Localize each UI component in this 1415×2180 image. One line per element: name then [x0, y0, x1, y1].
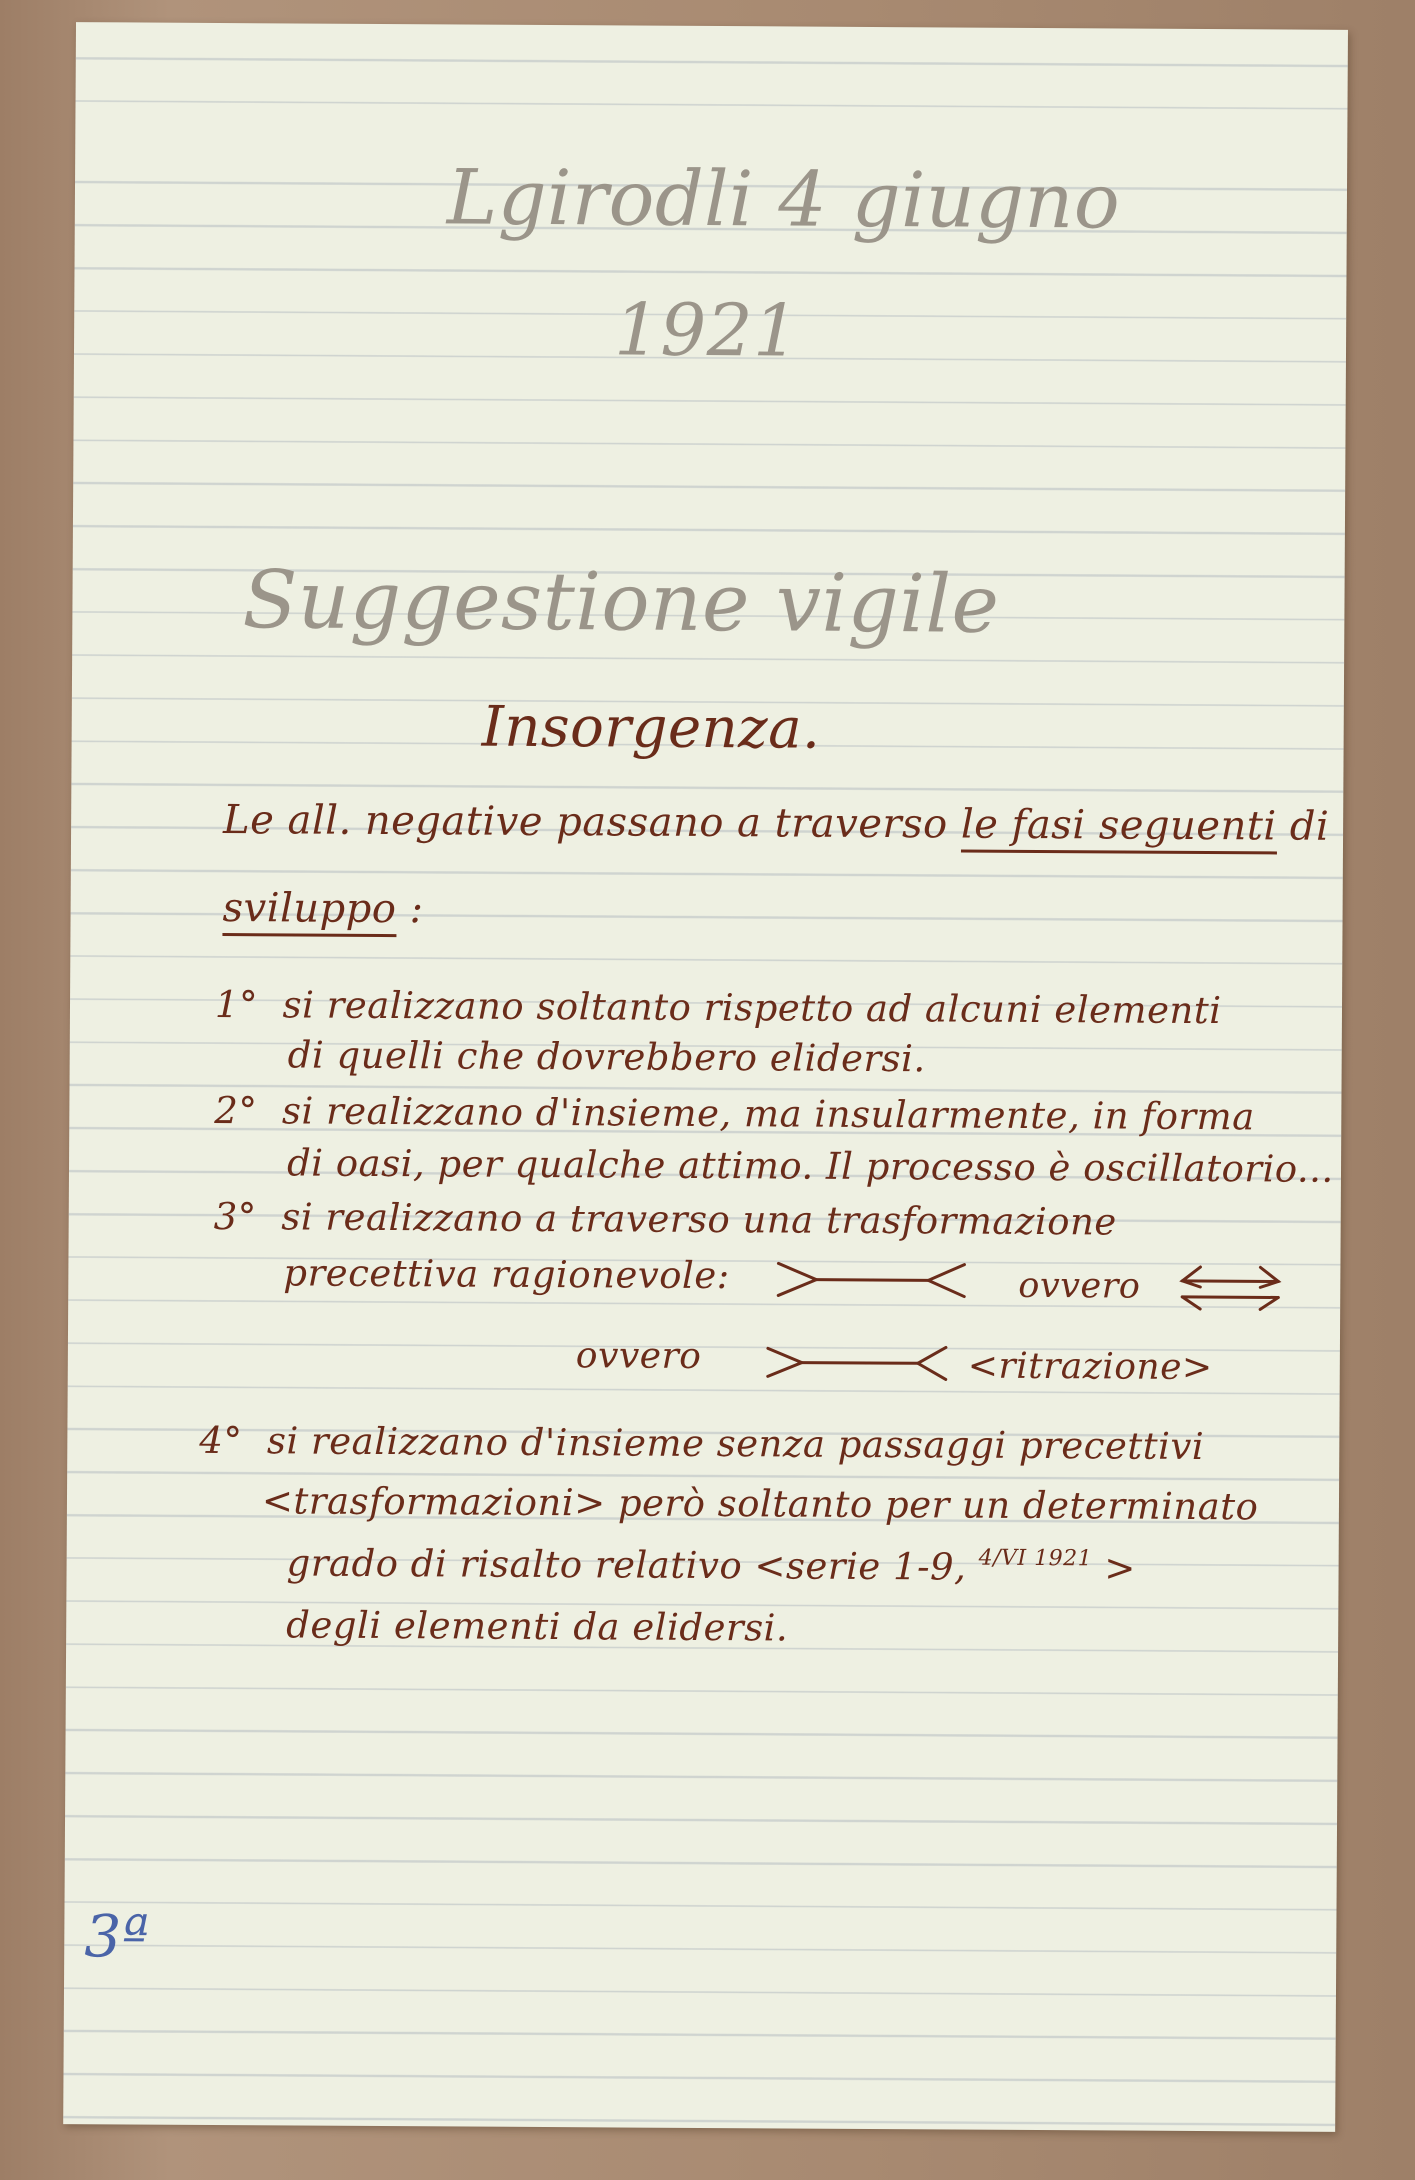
- item-1-number: 1°: [214, 982, 259, 1027]
- intro-line-1: [223, 797, 1329, 850]
- item-4-number: 4°: [199, 1418, 243, 1463]
- item-4-text-c: grado di risalto relativo <serie 1-9,: [286, 1541, 979, 1589]
- item-3-text-a: si realizzano a traverso una trasformazione: [281, 1195, 1117, 1244]
- section-title: Insorgenza.: [481, 694, 821, 762]
- double-arrow-icon: [1170, 1257, 1290, 1318]
- intro-underlined-phrase: le fasi seguenti: [961, 802, 1277, 855]
- item-4-line-c: [286, 1541, 1136, 1589]
- item-4-line-a: [199, 1419, 1204, 1468]
- item-4-text-a: si realizzano d'insieme senza passaggi precettivi: [266, 1419, 1205, 1469]
- pencil-heading: Suggestione vigile: [242, 553, 1000, 651]
- page-number: 3ª: [84, 1902, 150, 1971]
- item-2-line-b: di oasi, per qualche attimo. Il processo è oscillatorio...: [286, 1141, 1334, 1191]
- item-2-number: 2°: [214, 1088, 258, 1133]
- intro-text-a: Le all. negative passano a traverso: [222, 797, 962, 848]
- intro-underlined-word: sviluppo: [222, 885, 396, 937]
- date-line-1: Lgirodli 4 giugno: [446, 152, 1121, 246]
- intro-colon: :: [396, 886, 424, 933]
- item-3-ovvero-2: ovvero: [575, 1335, 702, 1377]
- item-4-text-c-end: >: [1091, 1546, 1136, 1590]
- item-3-line-a: [214, 1195, 1117, 1244]
- intro-line-2: [222, 885, 423, 932]
- converging-arrow-diagram-1: [768, 1251, 978, 1312]
- item-3-number: 3°: [213, 1194, 257, 1239]
- item-1-text-a: si realizzano soltanto rispetto ad alcuni elementi: [282, 983, 1222, 1033]
- item-2-line-a: [214, 1089, 1255, 1138]
- converging-arrow-diagram-2: [758, 1334, 958, 1391]
- item-2-text-a: si realizzano d'insieme, ma insularmente, in forma: [281, 1089, 1255, 1139]
- item-4-line-b: <trasformazioni> però soltanto per un determinato: [261, 1479, 1259, 1529]
- item-3-ovvero-1: ovvero: [1018, 1265, 1141, 1307]
- item-4-line-d: degli elementi da elidersi.: [286, 1603, 789, 1650]
- intro-text-c: di: [1276, 803, 1330, 850]
- item-1-line-b: di quelli che dovrebbero elidersi.: [287, 1033, 926, 1081]
- item-4-date-fraction: 4/VI 1921: [978, 1545, 1093, 1572]
- manuscript-page: [63, 22, 1348, 2132]
- date-line-2: 1921: [613, 287, 800, 373]
- item-3-ritrazione: <ritrazione>: [967, 1345, 1213, 1389]
- item-3-line-b: precettiva ragionevole:: [283, 1251, 730, 1298]
- item-1-line-a: [215, 983, 1222, 1032]
